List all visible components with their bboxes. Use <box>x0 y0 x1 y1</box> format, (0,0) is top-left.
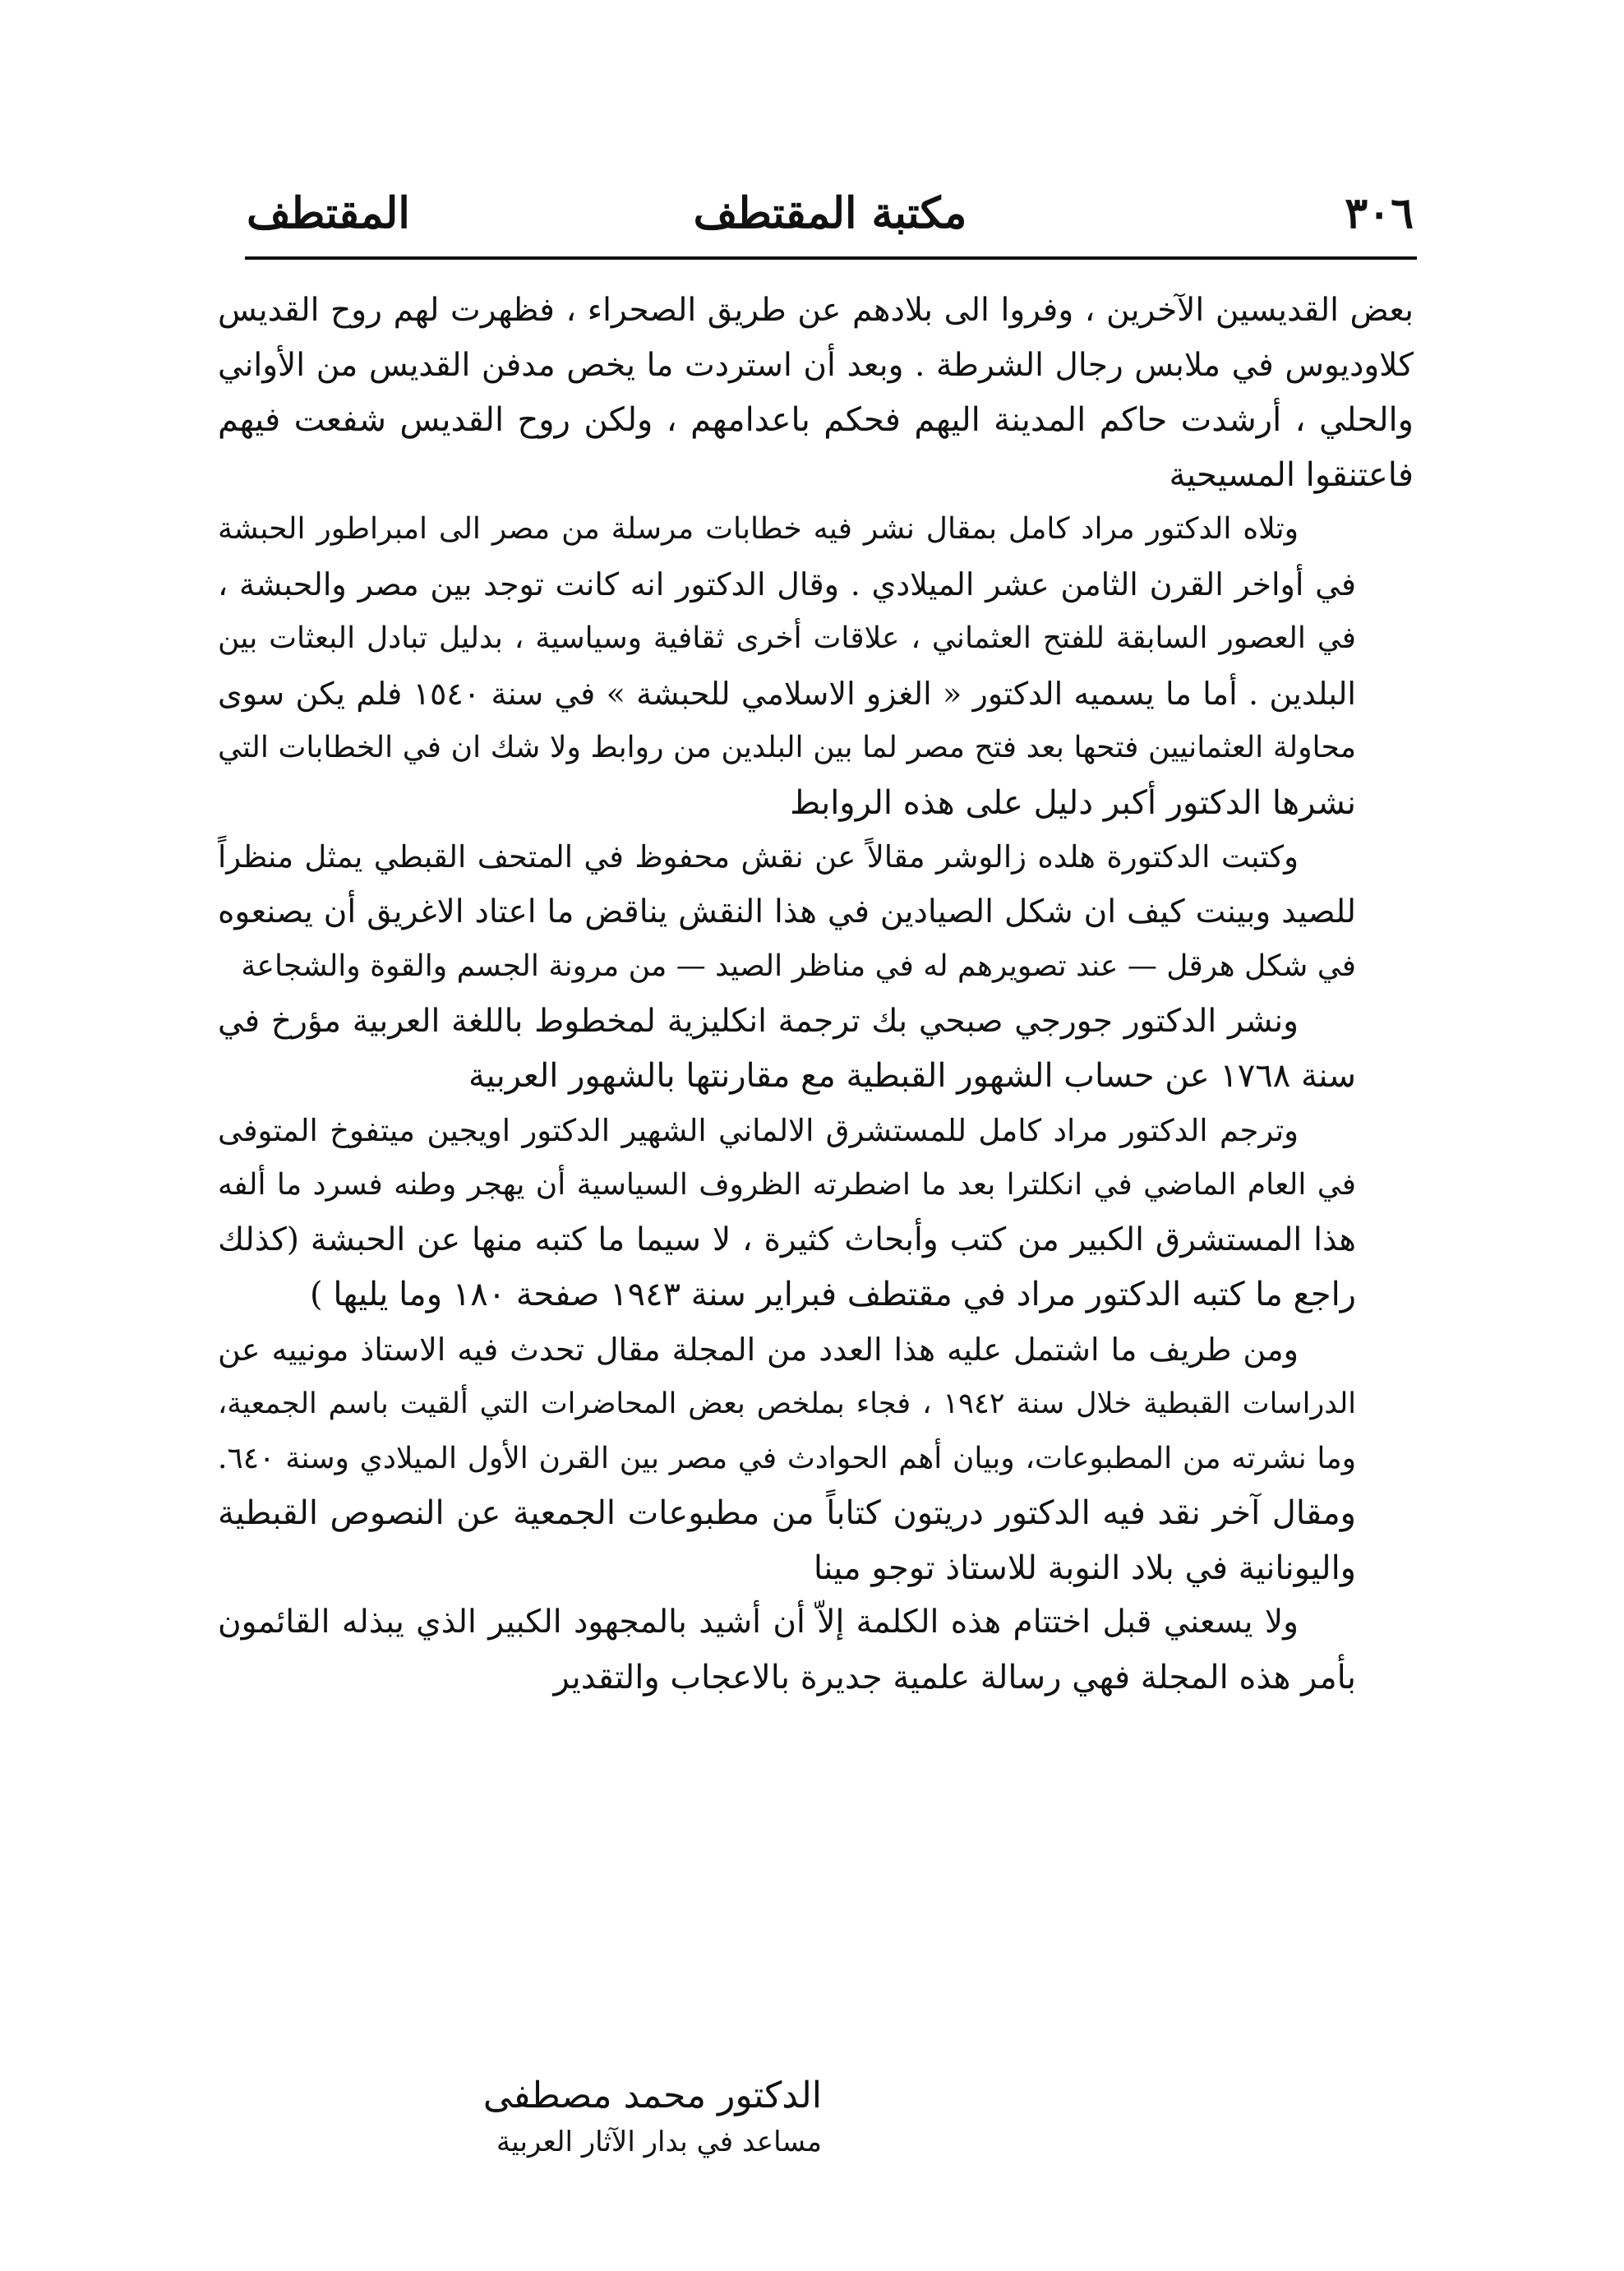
running-header <box>247 177 1414 251</box>
paragraph <box>218 502 1414 830</box>
text-line: في العام الماضي في انكلترا بعد ما اضطرته الظروف السياسية أن يهجر وطنه فسرد ما ألفه <box>218 1168 1356 1202</box>
paragraph <box>218 1595 1414 1705</box>
text-line: ومن طريف ما اشتمل عليه هذا العدد من المجلة مقال تحدث فيه الاستاذ مونييه عن <box>218 1331 1299 1368</box>
text-line: سنة ١٧٦٨ عن حساب الشهور القبطية مع مقارنتها بالشهور العربية <box>468 1057 1356 1095</box>
text-line: راجع ما كتبه الدكتور مراد في مقتطف فبراير سنة ١٩٤٣ صفحة ١٨٠ وما يليها ) <box>310 1276 1356 1313</box>
author-title: مساعد في بدار الآثار العربية <box>496 2126 822 2158</box>
author-name: الدكتور محمد مصطفى <box>482 2075 822 2116</box>
text-line: فاعتنقوا المسيحية <box>1169 455 1414 494</box>
text-line: ولا يسعني قبل اختتام هذه الكلمة إلاّ أن أشيد بالمجهود الكبير الذي يبذله القائمون <box>218 1604 1299 1641</box>
signature-block <box>362 2071 822 2163</box>
header-rule <box>245 256 1417 260</box>
text-line: في العصور السابقة للفتح العثماني ، علاقات أخرى ثقافية وسياسية ، بدليل تبادل البعثات بين <box>218 621 1356 655</box>
text-line: البلدين . أما ما يسميه الدكتور « الغزو الاسلامي للحبشة » في سنة ١٥٤٠ فلم يكن سوى <box>218 675 1356 712</box>
paragraph <box>218 995 1414 1104</box>
text-line: كلاوديوس في ملابس رجال الشرطة . وبعد أن استردت ما يخص مدفن القديس من الأواني <box>218 346 1414 384</box>
paragraph <box>218 830 1414 995</box>
page-number: ٣٠٦ <box>1345 188 1414 238</box>
text-line: وكتبت الدكتورة هلده زالوشر مقالاً عن نقش محفوظ في المتحف القبطي يمثل منظراً <box>218 839 1299 875</box>
text-line: للصيد وبينت كيف ان شكل الصيادين في هذا النقش يناقض ما اعتاد الاغريق أن يصنعوه <box>218 893 1356 930</box>
text-line: وتلاه الدكتور مراد كامل بمقال نشر فيه خطابات مرسلة من مصر الى امبراطور الحبشة <box>218 512 1299 546</box>
text-line: واليونانية في بلاد النوبة للاستاذ توجو مينا <box>813 1549 1356 1587</box>
text-line: محاولة العثمانيين فتحها بعد فتح مصر لما بين البلدين من روابط ولا شك ان في الخطابات التي <box>218 731 1356 764</box>
text-line: ومقال آخر نقد فيه الدكتور دريتون كتاباً من مطبوعات الجمعية عن النصوص القبطية <box>218 1494 1356 1532</box>
text-line: والحلي ، أرشدت حاكم المدينة اليهم فحكم باعدامهم ، ولكن روح القديس شفعت فيهم <box>218 401 1414 439</box>
text-line: بأمر هذه المجلة فهي رسالة علمية جديرة بالاعجاب والتقدير <box>553 1658 1356 1696</box>
text-line: في أواخر القرن الثامن عشر الميلادي . وقال الدكتور انه كانت توجد بين مصر والحبشة ، <box>218 565 1356 602</box>
text-line: وترجم الدكتور مراد كامل للمستشرق الالماني الشهير الدكتور اويجين ميتفوخ المتوفى <box>218 1112 1299 1148</box>
text-line: الدراسات القبطية خلال سنة ١٩٤٢ ، فجاء بملخص بعض المحاضرات التي ألقيت باسم الجمعية، <box>218 1387 1357 1420</box>
paragraph <box>218 1104 1414 1322</box>
journal-name: المقتطف <box>247 188 410 238</box>
text-line: نشرها الدكتور أكبر دليل على هذه الروابط <box>790 783 1356 822</box>
paragraph <box>218 1322 1414 1596</box>
article-body <box>218 284 1414 1705</box>
text-line: وما نشرته من المطبوعات، وبيان أهم الحوادث في مصر بين القرن الأول الميلادي وسنة ٦٤٠. <box>218 1441 1356 1475</box>
text-line: بعض القديسين الآخرين ، وفروا الى بلادهم عن طريق الصحراء ، فظهرت لهم روح القديس <box>218 292 1414 329</box>
section-title: مكتبة المقتطف <box>693 188 967 238</box>
text-line: ونشر الدكتور جورجي صبحي بك ترجمة انكليزية لمخطوط باللغة العربية مؤرخ في <box>218 1002 1299 1040</box>
paragraph <box>218 284 1414 502</box>
text-line: في شكل هرقل — عند تصويرهم له في مناظر الصيد — من مرونة الجسم والقوة والشجاعة <box>241 949 1356 983</box>
text-line: هذا المستشرق الكبير من كتب وأبحاث كثيرة ، لا سيما ما كتبه منها عن الحبشة (كذلك <box>218 1221 1356 1258</box>
